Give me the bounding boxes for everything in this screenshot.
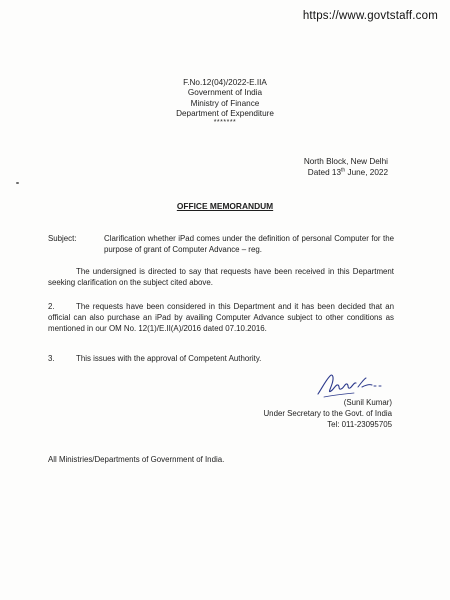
place: North Block, New Delhi (303, 157, 388, 166)
date (304, 168, 388, 179)
distribution-list: All Ministries/Departments of Government of India. (48, 455, 225, 464)
file-number: F.No.12(04)/2022-E.IIA (183, 78, 267, 87)
subject-label: Subject: (48, 234, 77, 243)
paragraph-3: This issues with the approval of Competent Authority. (76, 354, 262, 363)
paragraph-2: The requests have been considered in this Department and it has been decided that an official can also purchase an iPad by availing Computer Advance subject to other conditions as mentioned in our OM No. 12(1)/E.II(A)/2016 dated 07.10.2016. (48, 302, 394, 333)
signatory-phone: Tel: 011-23095705 (327, 419, 392, 429)
date-ordinal: th (341, 166, 346, 173)
date-prefix: Dated 13 (307, 167, 342, 177)
handwritten-signature (314, 368, 384, 400)
scan-mark (16, 182, 19, 184)
signatory-name: (Sunil Kumar) (343, 398, 392, 407)
department-name: Department of Expenditure (176, 109, 274, 119)
paragraph-3-number: 3. (48, 354, 55, 363)
date-rest: June, 2022 (345, 167, 388, 177)
subject-text: Clarification whether iPad comes under the definition of personal Computer for the purpose of grant of Computer Advance – reg. (104, 234, 394, 254)
memo-title: OFFICE MEMORANDUM (176, 201, 274, 211)
letterhead (0, 78, 450, 127)
watermark-url: https://www.govtstaff.com (302, 10, 438, 22)
signatory-block (263, 398, 392, 430)
signatory-designation: Under Secretary to the Govt. of India (263, 408, 392, 418)
place-and-date (304, 157, 388, 178)
paragraph-1: The undersigned is directed to say that requests have been received in this Department seeking clarification on the subject cited above. (48, 267, 394, 287)
ministry-name: Ministry of Finance (190, 98, 260, 108)
header-stars: ******* (213, 118, 237, 126)
government-name: Government of India (187, 88, 263, 98)
paragraph-2-number: 2. (48, 302, 55, 311)
